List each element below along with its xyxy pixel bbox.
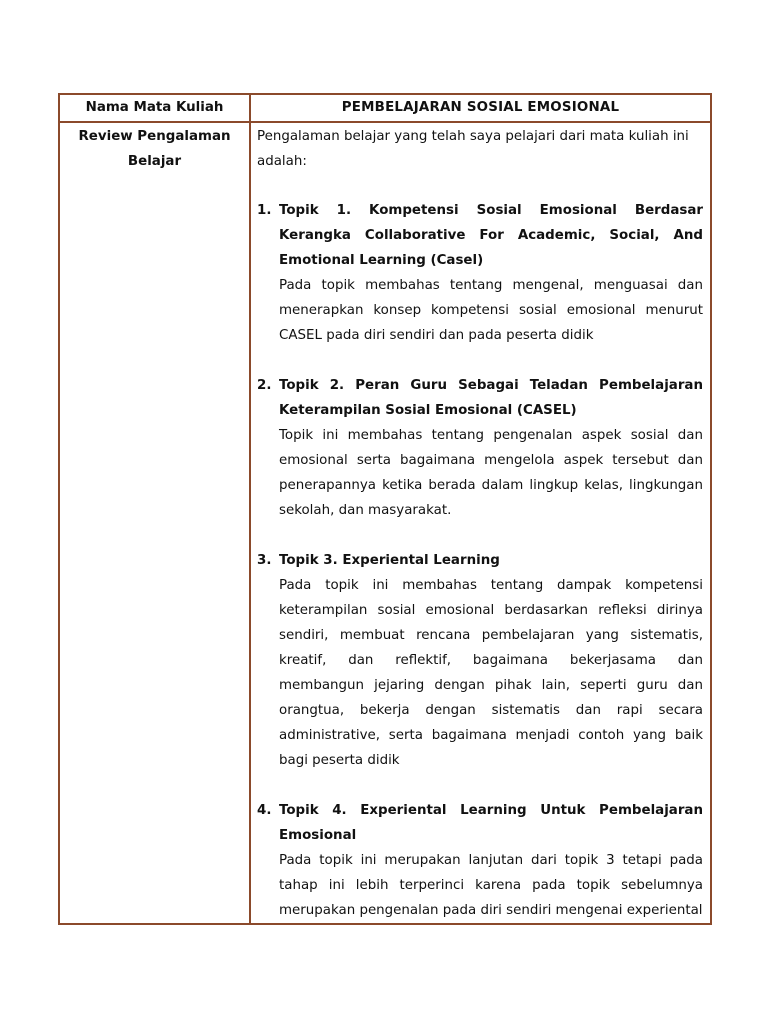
topic-number: 2. [257, 378, 272, 393]
topic-item-4 [257, 798, 703, 923]
topic-number: 3. [257, 553, 272, 568]
topic-item-3 [257, 548, 703, 773]
topic-description: Topik ini membahas tentang pengenalan aspek sosial dan emosional serta bagaimana mengelola aspek tersebut dan penerapannya ketika berada dalam lingkup kelas, lingkungan sekolah, dan masyarakat. [279, 428, 703, 518]
topic-item-1 [257, 198, 703, 348]
topic-number: 4. [257, 803, 272, 818]
topic-item-2 [257, 373, 703, 523]
topic-number: 1. [257, 203, 272, 218]
topic-description: Pada topik ini merupakan lanjutan dari topik 3 tetapi pada tahap ini lebih terperinci karena pada topik sebelumnya merupakan pengenalan pada diri sendiri mengenai experiental [279, 853, 703, 918]
topic-title: Topik 3. Experiental Learning [279, 553, 500, 568]
course-name-value: PEMBELAJARAN SOSIAL EMOSIONAL [250, 94, 711, 122]
learning-review-content [250, 122, 711, 924]
topic-description: Pada topik membahas tentang mengenal, menguasai dan menerapkan konsep kompetensi sosial emosional menurut CASEL pada diri sendiri dan pada peserta didik [279, 278, 703, 343]
learning-review-row [59, 122, 711, 924]
course-name-row [59, 94, 711, 122]
topic-list [257, 198, 703, 923]
topic-title: Topik 1. Kompetensi Sosial Emosional Berdasar Kerangka Collaborative For Academic, Social, And Emotional Learning (Casel) [279, 203, 703, 268]
topic-title: Topik 2. Peran Guru Sebagai Teladan Pembelajaran Keterampilan Sosial Emosional (CASEL) [279, 378, 703, 418]
intro-paragraph: Pengalaman belajar yang telah saya pelajari dari mata kuliah ini adalah: [257, 129, 689, 169]
learning-review-label: Review Pengalaman Belajar [59, 122, 250, 924]
topic-description: Pada topik ini membahas tentang dampak kompetensi keterampilan sosial emosional berdasarkan refleksi dirinya sendiri, membuat rencana pembelajaran yang sistematis, kreatif, dan reflektif, bagaimana bekerjasama dan membangun jejaring dengan pihak lain, seperti guru dan orangtua, bekerja dengan sistematis dan rapi secara administrative, serta bagaimana menjadi contoh yang baik bagi peserta didik [279, 578, 703, 768]
topic-title: Topik 4. Experiental Learning Untuk Pembelajaran Emosional [279, 803, 703, 843]
course-name-label: Nama Mata Kuliah [59, 94, 250, 122]
course-review-table [58, 93, 712, 925]
